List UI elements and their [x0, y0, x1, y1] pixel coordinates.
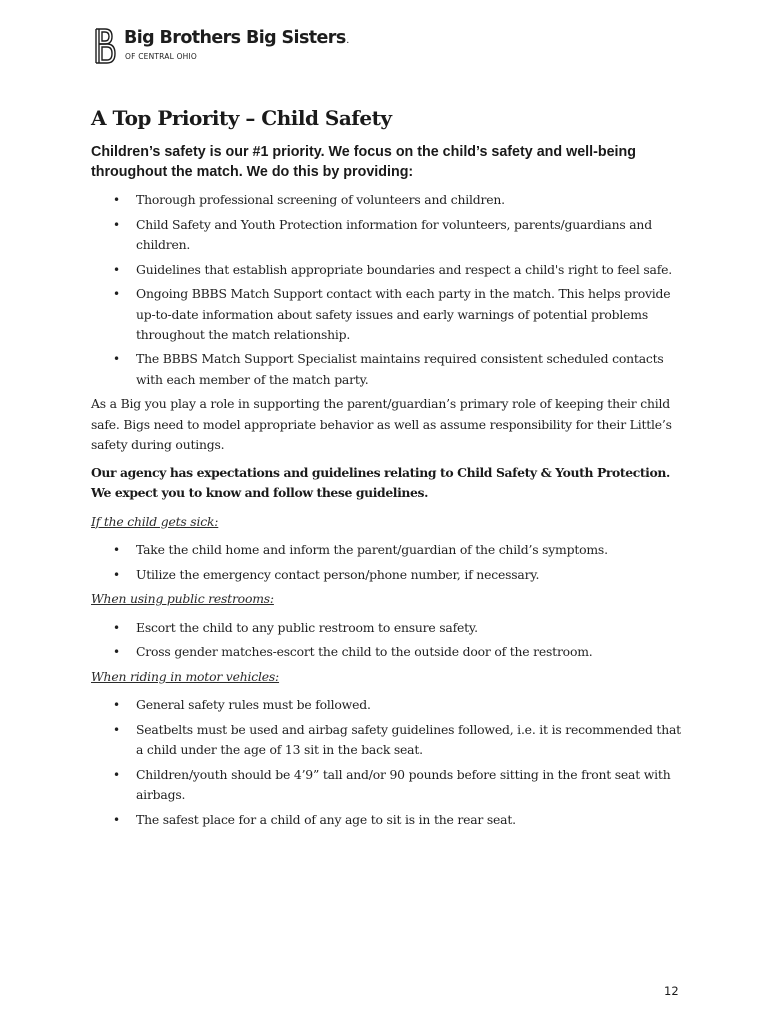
list-item: • Escort the child to any public restroom to ensure safety.: [91, 618, 687, 638]
list-item: • The safest place for a child of any age to sit is in the rear seat.: [91, 810, 687, 830]
list-item: • Take the child home and inform the parent/guardian of the child’s symptoms.: [91, 540, 687, 560]
list-item: • Children/youth should be 4’9” tall and/or 90 pounds before sitting in the front seat with airbags.: [91, 765, 687, 805]
list-item: • Thorough professional screening of volunteers and children.: [91, 190, 687, 210]
logo-subtitle: OF CENTRAL OHIO: [125, 52, 198, 61]
list-item: • Cross gender matches-escort the child to the outside door of the restroom.: [91, 642, 687, 662]
page-content: [91, 105, 687, 834]
list-item: • Child Safety and Youth Protection information for volunteers, parents/guardians and children.: [91, 215, 687, 255]
logo-name: Big Brothers Big Sisters: [124, 28, 346, 48]
bbbs-logo-icon: [95, 28, 121, 64]
list-item: • Utilize the emergency contact person/phone number, if necessary.: [91, 565, 687, 585]
big-role-paragraph: As a Big you play a role in supporting the parent/guardian’s primary role of keeping their child safe. Bigs need to model appropriate behavior as well as assume responsibility for their Little’s safety during outings.: [91, 396, 672, 452]
lead-statement: Children’s safety is our #1 priority. We focus on the child’s safety and well-being throughout the match. We do this by providing:: [91, 144, 636, 180]
vehicle-guidelines-list: [91, 695, 687, 830]
expectations-paragraph: Our agency has expectations and guidelines relating to Child Safety & Youth Protection. We expect you to know and follow these guidelines.: [91, 464, 670, 501]
list-item: • Ongoing BBBS Match Support contact with each party in the match. This helps provide up-to-date information about safety issues and early warnings of potential problems throughout the match relationship.: [91, 284, 687, 345]
logo-registered-mark: .: [346, 38, 349, 45]
page-title: A Top Priority – Child Safety: [91, 106, 392, 130]
organization-logo: [95, 28, 348, 64]
list-item: • Guidelines that establish appropriate boundaries and respect a child's right to feel safe.: [91, 260, 687, 280]
list-item: • General safety rules must be followed.: [91, 695, 687, 715]
page-number: 12: [664, 984, 679, 998]
list-item: • The BBBS Match Support Specialist maintains required consistent scheduled contacts with each member of the match party.: [91, 349, 687, 389]
section-heading-restrooms: When using public restrooms:: [91, 591, 274, 607]
safety-measures-list: [91, 190, 687, 390]
section-heading-vehicles: When riding in motor vehicles:: [91, 668, 280, 684]
section-heading-sick: If the child gets sick:: [91, 513, 219, 529]
sick-guidelines-list: [91, 540, 687, 585]
restroom-guidelines-list: [91, 618, 687, 663]
list-item: • Seatbelts must be used and airbag safety guidelines followed, i.e. it is recommended that a child under the age of 13 sit in the back seat.: [91, 720, 687, 760]
